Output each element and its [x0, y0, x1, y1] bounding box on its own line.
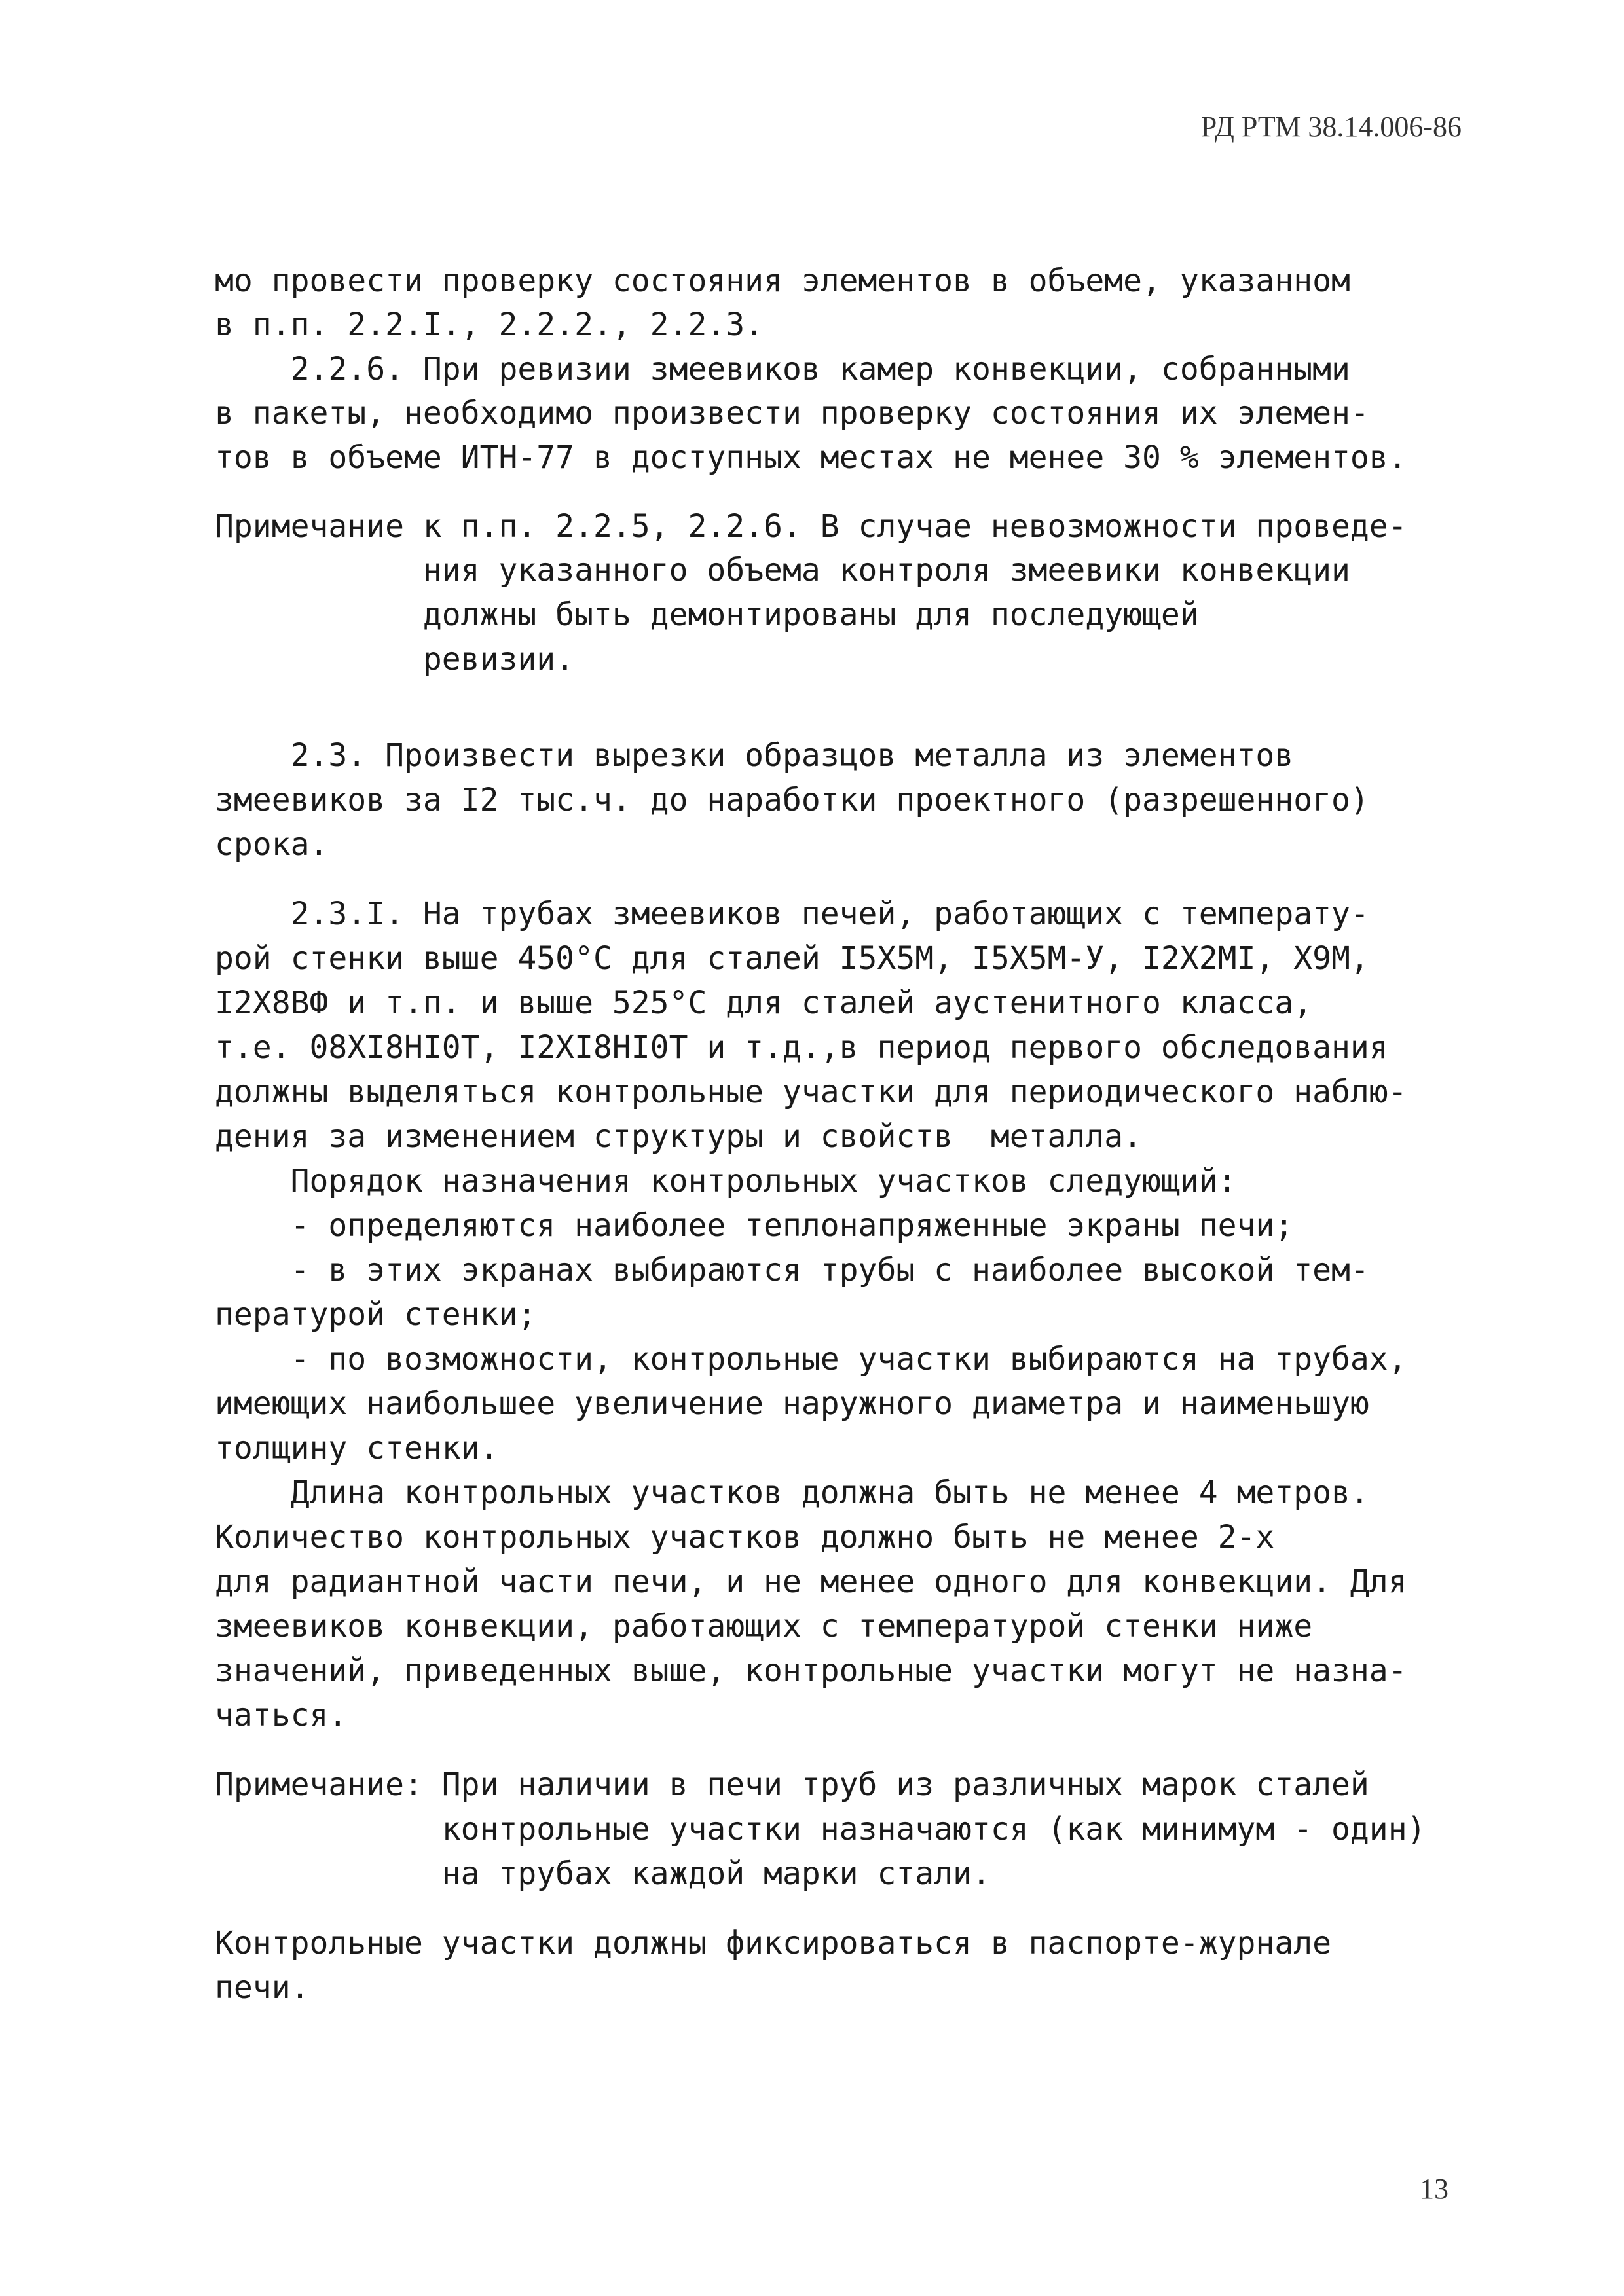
text-line: - по возможности, контрольные участки выбираются на трубах, — [215, 1341, 1407, 1377]
text-line: 2.2.6. При ревизии змеевиков камер конвекции, собранными — [215, 351, 1350, 388]
text-line: чаться. — [215, 1697, 348, 1734]
text-line: ния указанного объема контроля змеевики конвекции — [215, 552, 1350, 589]
text-line: I2Х8ВФ и т.п. и выше 525°С для сталей аустенитного класса, — [215, 985, 1313, 1021]
text-line: дения за изменением структуры и свойств металла. — [215, 1118, 1143, 1155]
text-line: ревизии. — [215, 641, 575, 678]
text-line: Контрольные участки должны фиксироваться в паспорте-журнале — [215, 1925, 1332, 1961]
text-line: Примечание: При наличии в печи труб из различных марок сталей — [215, 1766, 1369, 1803]
text-line: т.е. 08ХI8НI0Т, I2ХI8НI0Т и т.д.,в период первого обследования — [215, 1029, 1388, 1066]
text-line: змеевиков конвекции, работающих с температурой стенки ниже — [215, 1608, 1313, 1645]
text-line: змеевиков за I2 тыс.ч. до наработки проектного (разрешенного) — [215, 782, 1369, 818]
text-line: пературой стенки; — [215, 1296, 537, 1333]
document-code: РД РТМ 38.14.006-86 — [1200, 111, 1462, 143]
text-line: рой стенки выше 450°С для сталей I5Х5М, I5Х5М-У, I2Х2МI, Х9М, — [215, 940, 1369, 977]
text-line: - в этих экранах выбираются трубы с наиболее высокой тем- — [215, 1252, 1369, 1288]
text-line: толщину стенки. — [215, 1430, 499, 1467]
text-line: Примечание к п.п. 2.2.5, 2.2.6. В случае невозможности проведе- — [215, 508, 1407, 545]
text-line: срока. — [215, 826, 329, 863]
text-line: контрольные участки назначаются (как минимум - один) — [215, 1811, 1426, 1848]
text-line: в пакеты, необходимо произвести проверку состояния их элемен- — [215, 395, 1369, 431]
text-line: 2.3.I. На трубах змеевиков печей, работающих с температу- — [215, 896, 1369, 932]
text-line: имеющих наибольшее увеличение наружного диаметра и наименьшую — [215, 1385, 1369, 1422]
text-line: тов в объеме ИТН-77 в доступных местах не менее 30 % элементов. — [215, 439, 1407, 476]
text-line: 2.3. Произвести вырезки образцов металла из элементов — [215, 737, 1294, 774]
text-line: Порядок назначения контрольных участков следующий: — [215, 1163, 1237, 1199]
text-line: Длина контрольных участков должна быть не менее 4 метров. — [215, 1474, 1369, 1511]
text-line: для радиантной части печи, и не менее одного для конвекции. Для — [215, 1563, 1407, 1600]
text-line: должны выделяться контрольные участки для периодического наблю- — [215, 1074, 1407, 1110]
text-line: Количество контрольных участков должно быть не менее 2-х — [215, 1519, 1275, 1556]
text-line: значений, приведенных выше, контрольные участки могут не назна- — [215, 1652, 1407, 1689]
text-line: в п.п. 2.2.I., 2.2.2., 2.2.3. — [215, 306, 764, 343]
text-line: печи. — [215, 1969, 310, 2006]
page-number: 13 — [1420, 2173, 1449, 2205]
text-line: - определяются наиболее теплонапряженные экраны печи; — [215, 1207, 1294, 1244]
text-line: мо провести проверку состояния элементов в объеме, указанном — [215, 263, 1350, 299]
text-line: должны быть демонтированы для последующей — [215, 596, 1199, 633]
text-line: на трубах каждой марки стали. — [215, 1855, 991, 1892]
